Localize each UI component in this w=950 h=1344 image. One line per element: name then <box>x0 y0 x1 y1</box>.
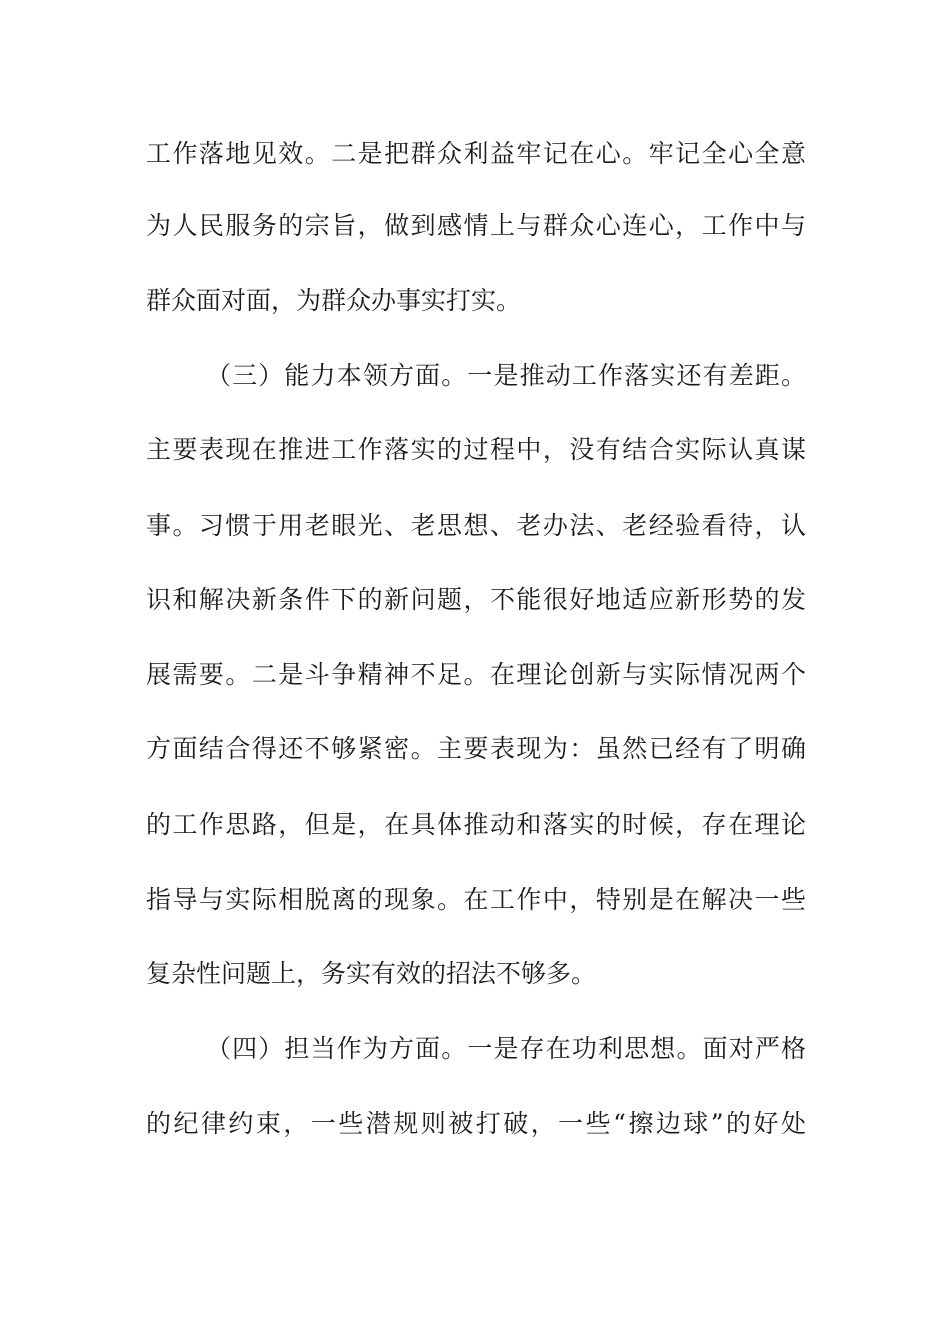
text-line: 的工作思路，但是，在具体推动和落实的时候，存在理论 <box>146 810 806 839</box>
text-line: 识和解决新条件下的新问题，不能很好地适应新形势的发 <box>146 585 806 614</box>
text-line: 群众面对面，为群众办事实打实。 <box>146 286 522 315</box>
text-line: 的纪律约束，一些潜规则被打破，一些“擦边球”的好处 <box>146 1109 806 1138</box>
text-line: 方面结合得还不够紧密。主要表现为：虽然已经有了明确 <box>146 734 806 763</box>
text-line: 工作落地见效。二是把群众利益牢记在心。牢记全心全意 <box>146 139 806 168</box>
text-line: 复杂性问题上，务实有效的招法不够多。 <box>146 959 597 988</box>
text-line: 事。习惯于用老眼光、老思想、老办法、老经验看待，认 <box>146 511 806 540</box>
text-line: 为人民服务的宗旨，做到感情上与群众心连心，工作中与 <box>146 211 806 240</box>
text-line: 展需要。二是斗争精神不足。在理论创新与实际情况两个 <box>146 660 806 689</box>
text-line: 主要表现在推进工作落实的过程中，没有结合实际认真谋 <box>146 435 806 464</box>
section-heading-line: （三）能力本领方面。一是推动工作落实还有差距。 <box>206 361 806 390</box>
section-heading-line: （四）担当作为方面。一是存在功利思想。面对严格 <box>206 1034 806 1063</box>
text-line: 指导与实际相脱离的现象。在工作中，特别是在解决一些 <box>146 885 806 914</box>
